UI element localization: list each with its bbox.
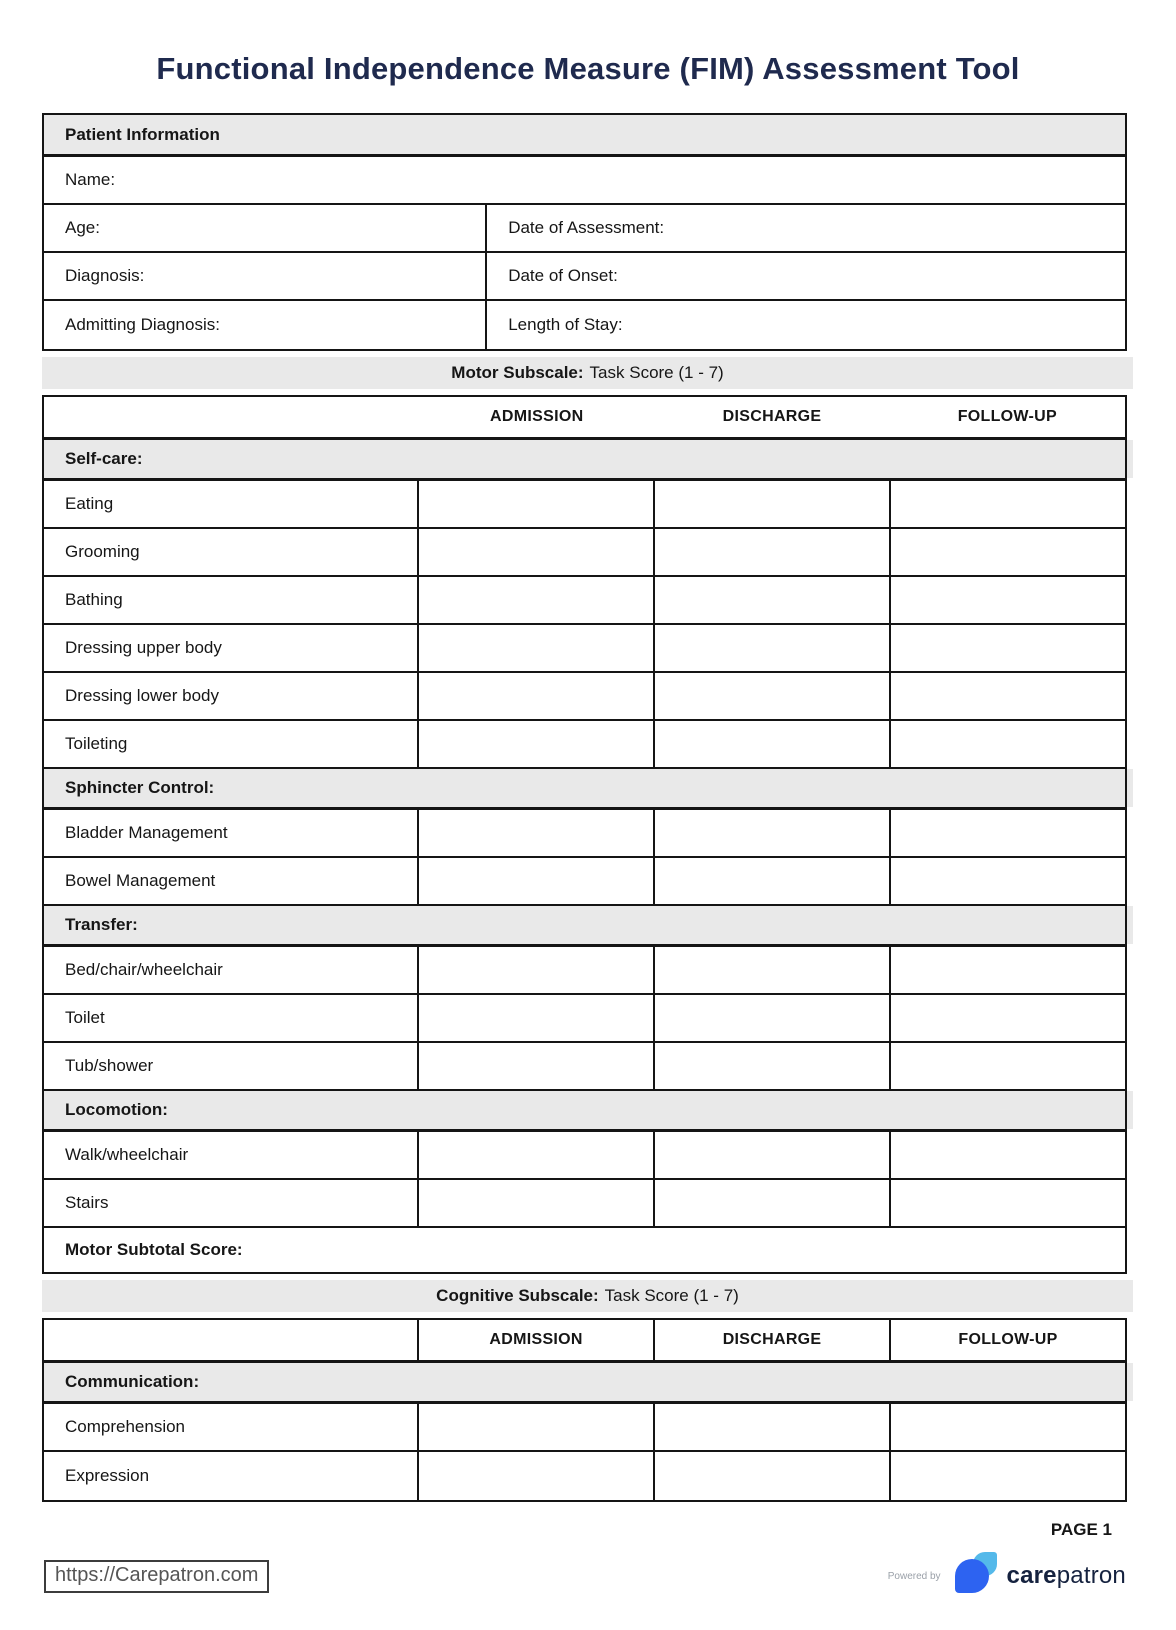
patient-info-header-label: Patient Information [65, 124, 220, 144]
score-cell-bowel-management-follow-up[interactable] [891, 858, 1125, 904]
motor-subtotal-row[interactable]: Motor Subtotal Score: [65, 1240, 243, 1259]
column-header-follow-up: FOLLOW-UP [958, 1331, 1058, 1348]
task-label: Toilet [44, 995, 419, 1041]
score-cell-eating-follow-up[interactable] [891, 481, 1125, 527]
field-label: Date of Onset: [508, 266, 618, 285]
field-length-of-stay[interactable] [487, 301, 1125, 349]
score-cell-walk-wheelchair-discharge[interactable] [655, 1132, 891, 1178]
task-label: Grooming [44, 529, 419, 575]
brand-care: care [1006, 1562, 1057, 1589]
task-label: Bowel Management [44, 858, 419, 904]
score-cell-toilet-discharge[interactable] [655, 995, 891, 1041]
column-header-follow-up: FOLLOW-UP [957, 408, 1057, 425]
score-cell-eating-admission[interactable] [419, 481, 655, 527]
task-row-comprehension [44, 1404, 1125, 1452]
field-age[interactable] [44, 205, 487, 251]
score-cell-dressing-lower-body-discharge[interactable] [655, 673, 891, 719]
patient-info-header [44, 115, 1125, 157]
task-label: Bathing [44, 577, 419, 623]
score-cell-expression-follow-up[interactable] [891, 1452, 1125, 1500]
column-header-row [44, 397, 1125, 440]
score-cell-dressing-lower-body-admission[interactable] [419, 673, 655, 719]
task-label: Bed/chair/wheelchair [44, 947, 419, 993]
score-cell-toilet-admission[interactable] [419, 995, 655, 1041]
section-band-locomotion: Locomotion: [44, 1091, 1125, 1132]
task-label: Bladder Management [44, 810, 419, 856]
carepatron-logo-icon [955, 1552, 999, 1600]
score-cell-dressing-upper-body-discharge[interactable] [655, 625, 891, 671]
task-row-walk-wheelchair [44, 1132, 1125, 1180]
section-band-communication: Communication: [44, 1363, 1125, 1404]
field-date-of-assessment[interactable] [487, 205, 1125, 251]
task-row-expression [44, 1452, 1125, 1500]
score-cell-expression-discharge[interactable] [655, 1452, 891, 1500]
task-row-toileting [44, 721, 1125, 769]
column-header-discharge: DISCHARGE [722, 408, 822, 425]
score-cell-dressing-upper-body-follow-up[interactable] [891, 625, 1125, 671]
cognitive-subscale-table [42, 1318, 1127, 1502]
powered-by-label: Powered by [887, 1570, 941, 1582]
task-label: Eating [44, 481, 419, 527]
task-label: Expression [44, 1452, 419, 1500]
task-row-bowel-management [44, 858, 1125, 906]
column-header-row [44, 1320, 1125, 1363]
score-cell-dressing-upper-body-admission[interactable] [419, 625, 655, 671]
task-row-dressing-lower-body [44, 673, 1125, 721]
task-label: Stairs [44, 1180, 419, 1226]
score-cell-comprehension-follow-up[interactable] [891, 1404, 1125, 1450]
task-row-bathing [44, 577, 1125, 625]
score-cell-grooming-follow-up[interactable] [891, 529, 1125, 575]
task-row-bladder-management [44, 810, 1125, 858]
field-label: Diagnosis: [65, 266, 145, 285]
field-date-of-onset[interactable] [487, 253, 1125, 299]
motor-subscale-title: Motor Subscale: [451, 363, 584, 382]
task-row-stairs [44, 1180, 1125, 1228]
carepatron-link[interactable]: https://Carepatron.com [44, 1560, 269, 1593]
score-cell-tub-shower-discharge[interactable] [655, 1043, 891, 1089]
score-cell-toileting-follow-up[interactable] [891, 721, 1125, 767]
score-cell-grooming-discharge[interactable] [655, 529, 891, 575]
section-band-sphincter-control: Sphincter Control: [44, 769, 1125, 810]
motor-subscale-table [42, 395, 1127, 1274]
task-label: Walk/wheelchair [44, 1132, 419, 1178]
carepatron-brand [888, 1552, 1126, 1600]
score-cell-bathing-discharge[interactable] [655, 577, 891, 623]
task-row-toilet [44, 995, 1125, 1043]
score-cell-stairs-follow-up[interactable] [891, 1180, 1125, 1226]
footer [44, 1552, 1126, 1600]
task-label: Toileting [44, 721, 419, 767]
score-cell-toileting-discharge[interactable] [655, 721, 891, 767]
score-cell-bowel-management-admission[interactable] [419, 858, 655, 904]
task-row-eating [44, 481, 1125, 529]
score-cell-comprehension-discharge[interactable] [655, 1404, 891, 1450]
task-row-grooming [44, 529, 1125, 577]
patient-row [44, 205, 1125, 253]
score-cell-grooming-admission[interactable] [419, 529, 655, 575]
patient-row [44, 253, 1125, 301]
field-diagnosis[interactable] [44, 253, 487, 299]
score-cell-stairs-admission[interactable] [419, 1180, 655, 1226]
task-row-tub-shower [44, 1043, 1125, 1091]
brand-patron: patron [1056, 1562, 1126, 1589]
field-label: Date of Assessment: [508, 218, 665, 237]
column-header-admission: ADMISSION [419, 1320, 655, 1360]
cognitive-subscale-subtitle: Task Score (1 - 7) [604, 1286, 739, 1305]
score-cell-toileting-admission[interactable] [419, 721, 655, 767]
task-row-dressing-upper-body [44, 625, 1125, 673]
score-cell-bladder-management-follow-up[interactable] [891, 810, 1125, 856]
cognitive-subscale-band [42, 1280, 1133, 1312]
section-band-transfer: Transfer: [44, 906, 1125, 947]
score-cell-walk-wheelchair-admission[interactable] [419, 1132, 655, 1178]
field-label: Length of Stay: [508, 315, 623, 334]
score-cell-stairs-discharge[interactable] [655, 1180, 891, 1226]
motor-subscale-subtitle: Task Score (1 - 7) [589, 363, 724, 382]
score-cell-dressing-lower-body-follow-up[interactable] [891, 673, 1125, 719]
score-cell-bed-chair-wheelchair-discharge[interactable] [655, 947, 891, 993]
field-label: Age: [65, 218, 100, 237]
motor-subscale-band [42, 357, 1133, 389]
score-cell-comprehension-admission[interactable] [419, 1404, 655, 1450]
task-row-bed-chair-wheelchair [44, 947, 1125, 995]
field-label: Name: [65, 170, 116, 189]
section-band-self-care: Self-care: [44, 440, 1125, 481]
column-header-spacer [44, 397, 419, 437]
score-cell-bed-chair-wheelchair-admission[interactable] [419, 947, 655, 993]
score-cell-bladder-management-discharge[interactable] [655, 810, 891, 856]
score-cell-bed-chair-wheelchair-follow-up[interactable] [891, 947, 1125, 993]
field-name[interactable] [44, 157, 1125, 203]
page-number: PAGE 1 [1050, 1520, 1112, 1539]
field-label: Admitting Diagnosis: [65, 315, 220, 334]
patient-row [44, 301, 1125, 349]
task-label: Dressing upper body [44, 625, 419, 671]
task-label: Dressing lower body [44, 673, 419, 719]
page-title: Functional Independence Measure (FIM) Assessment Tool [156, 51, 1020, 86]
score-cell-expression-admission[interactable] [419, 1452, 655, 1500]
field-admitting-diagnosis[interactable] [44, 301, 487, 349]
patient-info-table [42, 113, 1127, 351]
score-cell-eating-discharge[interactable] [655, 481, 891, 527]
carepatron-wordmark [1007, 1562, 1126, 1590]
score-cell-tub-shower-admission[interactable] [419, 1043, 655, 1089]
logo-blue-blob [955, 1559, 989, 1593]
score-cell-bowel-management-discharge[interactable] [655, 858, 891, 904]
score-cell-bladder-management-admission[interactable] [419, 810, 655, 856]
patient-row [44, 157, 1125, 205]
task-label: Comprehension [44, 1404, 419, 1450]
column-header-admission: ADMISSION [490, 408, 584, 425]
column-header-discharge: DISCHARGE [655, 1320, 891, 1360]
score-cell-bathing-admission[interactable] [419, 577, 655, 623]
score-cell-walk-wheelchair-follow-up[interactable] [891, 1132, 1125, 1178]
task-label: Tub/shower [44, 1043, 419, 1089]
cognitive-subscale-title: Cognitive Subscale: [436, 1286, 599, 1305]
score-cell-toilet-follow-up[interactable] [891, 995, 1125, 1041]
column-header-spacer [44, 1320, 419, 1360]
patient-info-rows [44, 157, 1125, 349]
score-cell-bathing-follow-up[interactable] [891, 577, 1125, 623]
score-cell-tub-shower-follow-up[interactable] [891, 1043, 1125, 1089]
